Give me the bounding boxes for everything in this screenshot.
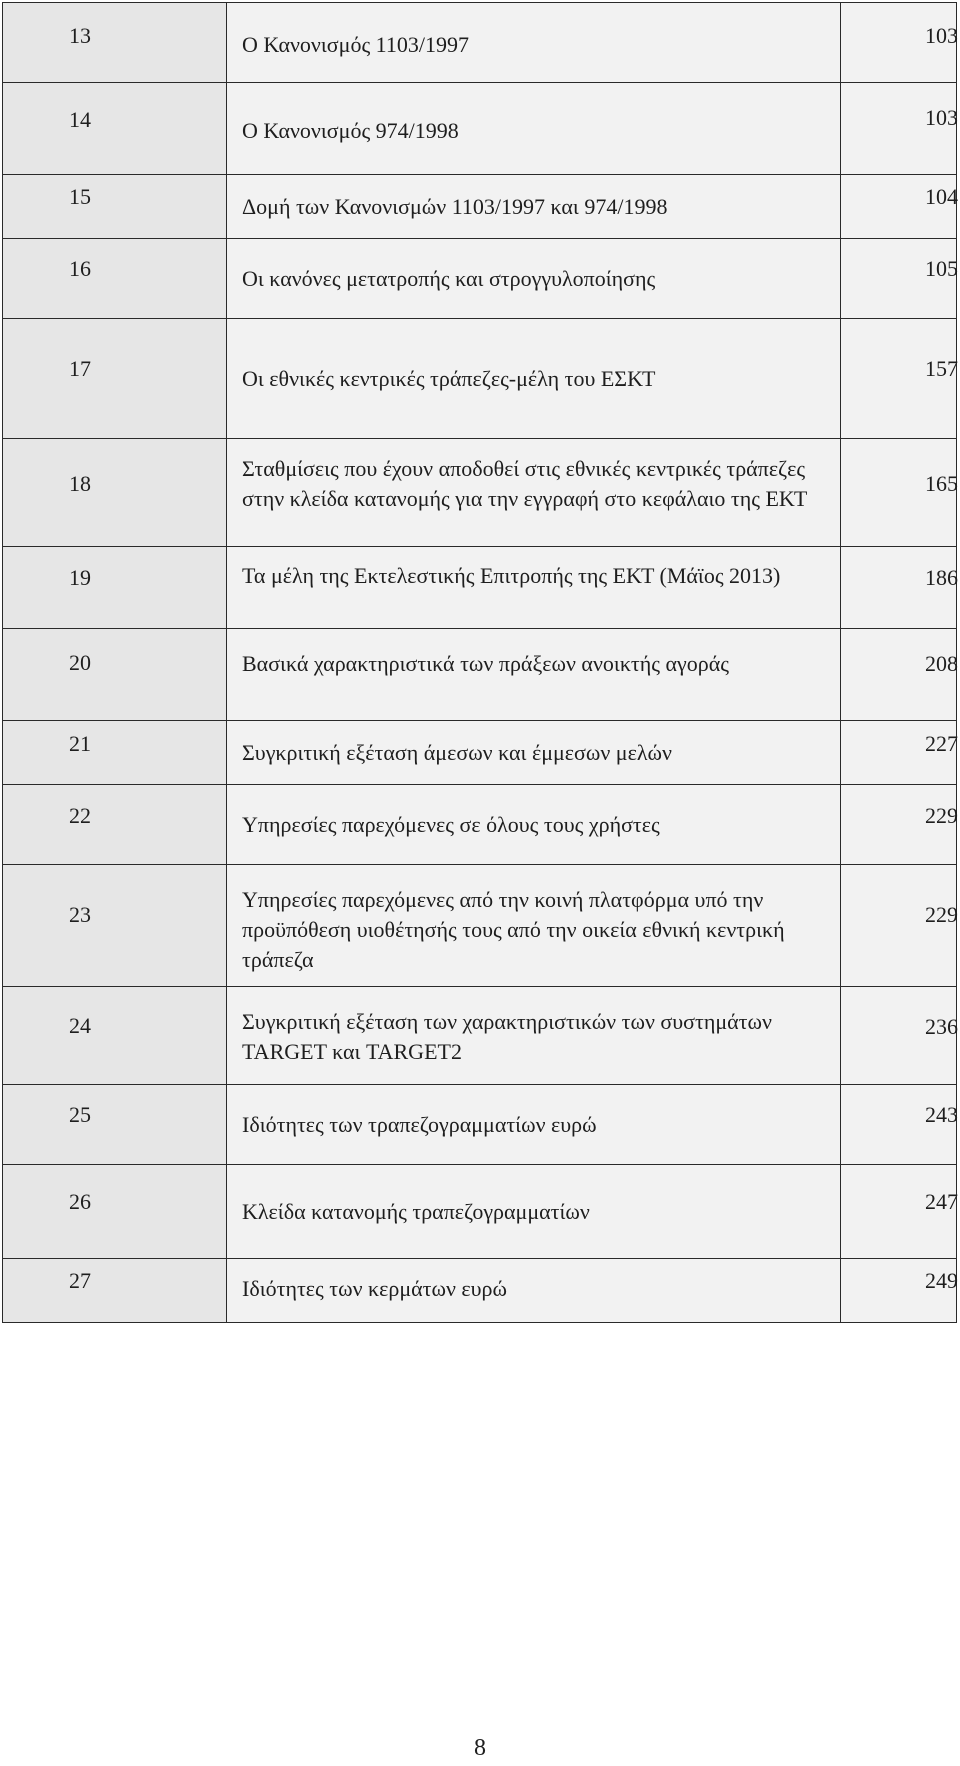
toc-row-title: Κλείδα κατανομής τραπεζογραμματίων xyxy=(242,1199,590,1224)
toc-row-title: Ιδιότητες των κερμάτων ευρώ xyxy=(242,1276,507,1301)
toc-row xyxy=(3,3,957,83)
toc-row-page: 105 xyxy=(925,256,958,281)
toc-row-page: 103 xyxy=(925,105,958,130)
toc-row-page: 103 xyxy=(925,23,958,48)
toc-row xyxy=(3,629,957,721)
toc-row-title: Ο Κανονισμός 1103/1997 xyxy=(242,32,469,57)
toc-row-number-cell xyxy=(3,865,227,987)
toc-row-number: 25 xyxy=(69,1102,91,1127)
toc-row-title: Συγκριτική εξέταση των χαρακτηριστικών των συστημάτων TARGET και TARGET2 xyxy=(242,1009,772,1064)
toc-row-page-cell xyxy=(841,785,957,865)
toc-row-page: 104 xyxy=(925,184,958,209)
toc-row-number-cell xyxy=(3,547,227,629)
toc-row-title-cell xyxy=(227,865,841,987)
toc-row-page: 165 xyxy=(925,471,958,496)
toc-row-title: Οι εθνικές κεντρικές τράπεζες-μέλη του ΕΣΚΤ xyxy=(242,366,656,391)
toc-row-title-cell xyxy=(227,721,841,785)
toc-row xyxy=(3,319,957,439)
toc-row-number: 16 xyxy=(69,256,91,281)
toc-row-page-cell xyxy=(841,83,957,175)
toc-row-number: 22 xyxy=(69,803,91,828)
toc-row-number: 27 xyxy=(69,1268,91,1293)
toc-row-title: Βασικά χαρακτηριστικά των πράξεων ανοικτής αγοράς xyxy=(242,651,729,676)
toc-row-page: 186 xyxy=(925,565,958,590)
toc-row-page-cell xyxy=(841,239,957,319)
toc-row-page-cell xyxy=(841,319,957,439)
toc-row-page-cell xyxy=(841,721,957,785)
page-number: 8 xyxy=(474,1735,486,1761)
toc-row-title: Οι κανόνες μετατροπής και στρογγυλοποίησης xyxy=(242,266,656,291)
toc-body xyxy=(3,3,957,1323)
toc-row-title: Δομή των Κανονισμών 1103/1997 και 974/1998 xyxy=(242,194,668,219)
toc-row xyxy=(3,175,957,239)
toc-row-page: 247 xyxy=(925,1189,958,1214)
toc-row-number: 23 xyxy=(69,902,91,927)
toc-row-page-cell xyxy=(841,629,957,721)
toc-row xyxy=(3,987,957,1085)
toc-row-title-cell xyxy=(227,1085,841,1165)
toc-row-number: 24 xyxy=(69,1013,91,1038)
toc-row-number: 19 xyxy=(69,565,91,590)
toc-row-number-cell xyxy=(3,785,227,865)
toc-row-page: 249 xyxy=(925,1268,958,1293)
toc-row-page-cell xyxy=(841,865,957,987)
toc-row-page: 157 xyxy=(925,356,958,381)
toc-row-number: 13 xyxy=(69,23,91,48)
toc-row-number-cell xyxy=(3,721,227,785)
toc-row xyxy=(3,785,957,865)
toc-row xyxy=(3,547,957,629)
toc-row-title-cell xyxy=(227,83,841,175)
toc-row-number-cell xyxy=(3,83,227,175)
toc-row-number: 20 xyxy=(69,650,91,675)
toc-row-title-cell xyxy=(227,439,841,547)
toc-row-page-cell xyxy=(841,175,957,239)
toc-row-number-cell xyxy=(3,1085,227,1165)
toc-row-title: Συγκριτική εξέταση άμεσων και έμμεσων μελών xyxy=(242,740,672,765)
toc-row-page: 229 xyxy=(925,803,958,828)
toc-row-title-cell xyxy=(227,547,841,629)
toc-row-number: 14 xyxy=(69,107,91,132)
toc-row xyxy=(3,1085,957,1165)
toc-row xyxy=(3,239,957,319)
toc-row-title-cell xyxy=(227,1165,841,1259)
toc-row-page-cell xyxy=(841,1085,957,1165)
toc-table xyxy=(2,2,957,1323)
toc-row-title: Τα μέλη της Εκτελεστικής Επιτροπής της ΕΚΤ (Μάϊος 2013) xyxy=(242,563,781,588)
toc-row-number-cell xyxy=(3,3,227,83)
toc-row-title-cell xyxy=(227,175,841,239)
toc-row-title: Ο Κανονισμός 974/1998 xyxy=(242,118,459,143)
toc-row-page-cell xyxy=(841,547,957,629)
toc-row-title-cell xyxy=(227,629,841,721)
toc-row-title-cell xyxy=(227,785,841,865)
toc-row-number-cell xyxy=(3,987,227,1085)
toc-row-number-cell xyxy=(3,439,227,547)
toc-row-number: 21 xyxy=(69,731,91,756)
toc-row xyxy=(3,1259,957,1323)
toc-row-page-cell xyxy=(841,1259,957,1323)
toc-row-page: 243 xyxy=(925,1102,958,1127)
toc-row-title-cell xyxy=(227,3,841,83)
toc-row-number-cell xyxy=(3,629,227,721)
toc-row-number: 18 xyxy=(69,471,91,496)
toc-row-number-cell xyxy=(3,1165,227,1259)
toc-row xyxy=(3,721,957,785)
toc-row-title: Ιδιότητες των τραπεζογραμματίων ευρώ xyxy=(242,1112,597,1137)
toc-row-title-cell xyxy=(227,239,841,319)
toc-row xyxy=(3,1165,957,1259)
toc-row-title-cell xyxy=(227,1259,841,1323)
toc-row-title: Σταθμίσεις που έχουν αποδοθεί στις εθνικές κεντρικές τράπεζες στην κλείδα κατανομής για την εγγραφή στο κεφάλαιο της ΕΚΤ xyxy=(242,456,808,511)
toc-row-page: 208 xyxy=(925,651,958,676)
toc-row-title: Υπηρεσίες παρεχόμενες από την κοινή πλατφόρμα υπό την προϋπόθεση υιοθέτησής τους από την οικεία εθνική κεντρική τράπεζα xyxy=(242,887,785,972)
toc-row-page: 229 xyxy=(925,902,958,927)
toc-row-number: 15 xyxy=(69,184,91,209)
toc-row xyxy=(3,439,957,547)
toc-row-page: 236 xyxy=(925,1014,958,1039)
toc-row xyxy=(3,83,957,175)
toc-row-number-cell xyxy=(3,319,227,439)
toc-row-page: 227 xyxy=(925,731,958,756)
toc-row xyxy=(3,865,957,987)
toc-row-title-cell xyxy=(227,319,841,439)
toc-row-page-cell xyxy=(841,439,957,547)
toc-row-number-cell xyxy=(3,239,227,319)
toc-row-number-cell xyxy=(3,1259,227,1323)
toc-row-page-cell xyxy=(841,3,957,83)
toc-row-number-cell xyxy=(3,175,227,239)
toc-row-title-cell xyxy=(227,987,841,1085)
toc-row-page-cell xyxy=(841,1165,957,1259)
toc-row-number: 26 xyxy=(69,1189,91,1214)
toc-row-number: 17 xyxy=(69,356,91,381)
toc-row-page-cell xyxy=(841,987,957,1085)
toc-row-title: Υπηρεσίες παρεχόμενες σε όλους τους χρήστες xyxy=(242,812,660,837)
